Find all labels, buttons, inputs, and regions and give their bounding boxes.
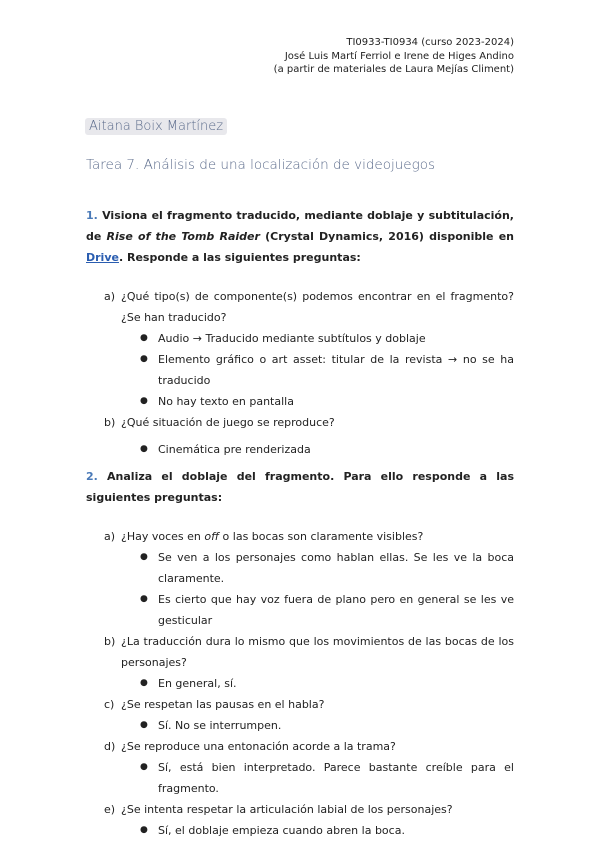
bullet-icon: ● (140, 333, 148, 343)
bullet-icon: ● (140, 720, 148, 730)
list-item: ● Cinemática pre renderizada (86, 439, 514, 460)
off-term: off (204, 530, 220, 543)
header-authors: José Luis Martí Ferriol e Irene de Higes Andino (284, 50, 514, 62)
sub-text: ¿La traducción dura lo mismo que los movimientos de las bocas de los personajes? (121, 635, 514, 669)
bullet-icon: ● (140, 825, 148, 835)
sub-label: b) (104, 416, 116, 429)
task-title: Tarea 7. Análisis de una localización de videojuegos (86, 157, 435, 173)
bullet-icon: ● (140, 444, 148, 454)
list-item: ● Sí, está bien interpretado. Parece bastante creíble para el fragmento. (86, 757, 514, 799)
question-2-text: Analiza el doblaje del fragmento. Para ello responde a las siguientes preguntas: (86, 470, 514, 504)
document-header (274, 36, 514, 77)
sub-text: ¿Se respetan las pausas en el habla? (121, 698, 325, 711)
q1-sub-a-bullets (86, 328, 514, 412)
list-item: ● Sí, el doblaje empieza cuando abren la boca. (86, 820, 514, 841)
question-2 (86, 466, 514, 508)
bullet-icon: ● (140, 552, 148, 562)
question-1-text-b: (Crystal Dynamics, 2016) disponible en (259, 230, 514, 243)
drive-link[interactable]: Drive (86, 251, 119, 264)
bullet-icon: ● (140, 678, 148, 688)
bullet-icon: ● (140, 762, 148, 772)
question-1-number: 1. (86, 209, 98, 222)
q2-sub-b-bullets (86, 673, 514, 694)
list-item: ● Audio → Traducido mediante subtítulos y doblaje (86, 328, 514, 349)
list-item: ● No hay texto en pantalla (86, 391, 514, 412)
sub-label: e) (104, 803, 116, 816)
list-item: ● Elemento gráfico o art asset: titular de la revista → no se ha traducido (86, 349, 514, 391)
q2-sub-c (86, 694, 514, 715)
game-title: Rise of the Tomb Raider (106, 230, 260, 243)
question-1 (86, 205, 514, 268)
sub-text: ¿Se reproduce una entonación acorde a la trama? (121, 740, 396, 753)
header-source: (a partir de materiales de Laura Mejías Climent) (273, 64, 514, 75)
sub-label: b) (104, 635, 116, 648)
q2-sub-c-bullets (86, 715, 514, 736)
sub-text: ¿Qué tipo(s) de componente(s) podemos encontrar en el fragmento? ¿Se han traducido? (121, 290, 514, 324)
header-course: TI0933-TI0934 (curso 2023-2024) (346, 37, 514, 48)
sub-label: d) (104, 740, 116, 753)
sub-label: a) (104, 290, 116, 303)
sub-label: c) (104, 698, 115, 711)
question-1-text-a: Visiona el fragmento traducido, mediante doblaje y subtitulación, de (86, 209, 514, 243)
q1-sub-b (86, 412, 514, 433)
bullet-icon: ● (140, 396, 148, 406)
list-item: ● En general, sí. (86, 673, 514, 694)
q2-sub-e-bullets (86, 820, 514, 841)
sub-label: a) (104, 530, 116, 543)
q1-sub-a (86, 286, 514, 328)
q2-sub-d (86, 736, 514, 757)
bullet-icon: ● (140, 354, 148, 364)
q2-sub-d-bullets (86, 757, 514, 799)
student-name: Aitana Boix Martínez (85, 118, 227, 135)
question-1-text-c: . Responde a las siguientes preguntas: (118, 251, 361, 264)
question-2-number: 2. (86, 470, 98, 483)
bullet-icon: ● (140, 594, 148, 604)
sub-text: ¿Hay voces en off o las bocas son claramente visibles? (121, 530, 424, 543)
q2-sub-e (86, 799, 514, 820)
sub-text: ¿Qué situación de juego se reproduce? (121, 416, 335, 429)
q2-sub-b (86, 631, 514, 673)
q2-sub-a (86, 526, 514, 547)
list-item: ● Sí. No se interrumpen. (86, 715, 514, 736)
q1-sub-b-bullets (86, 439, 514, 460)
document-body (86, 205, 514, 841)
list-item: ● Se ven a los personajes como hablan ellas. Se les ve la boca claramente. (86, 547, 514, 589)
sub-text: ¿Se intenta respetar la articulación labial de los personajes? (121, 803, 453, 816)
q2-sub-a-bullets (86, 547, 514, 631)
list-item: ● Es cierto que hay voz fuera de plano pero en general se les ve gesticular (86, 589, 514, 631)
